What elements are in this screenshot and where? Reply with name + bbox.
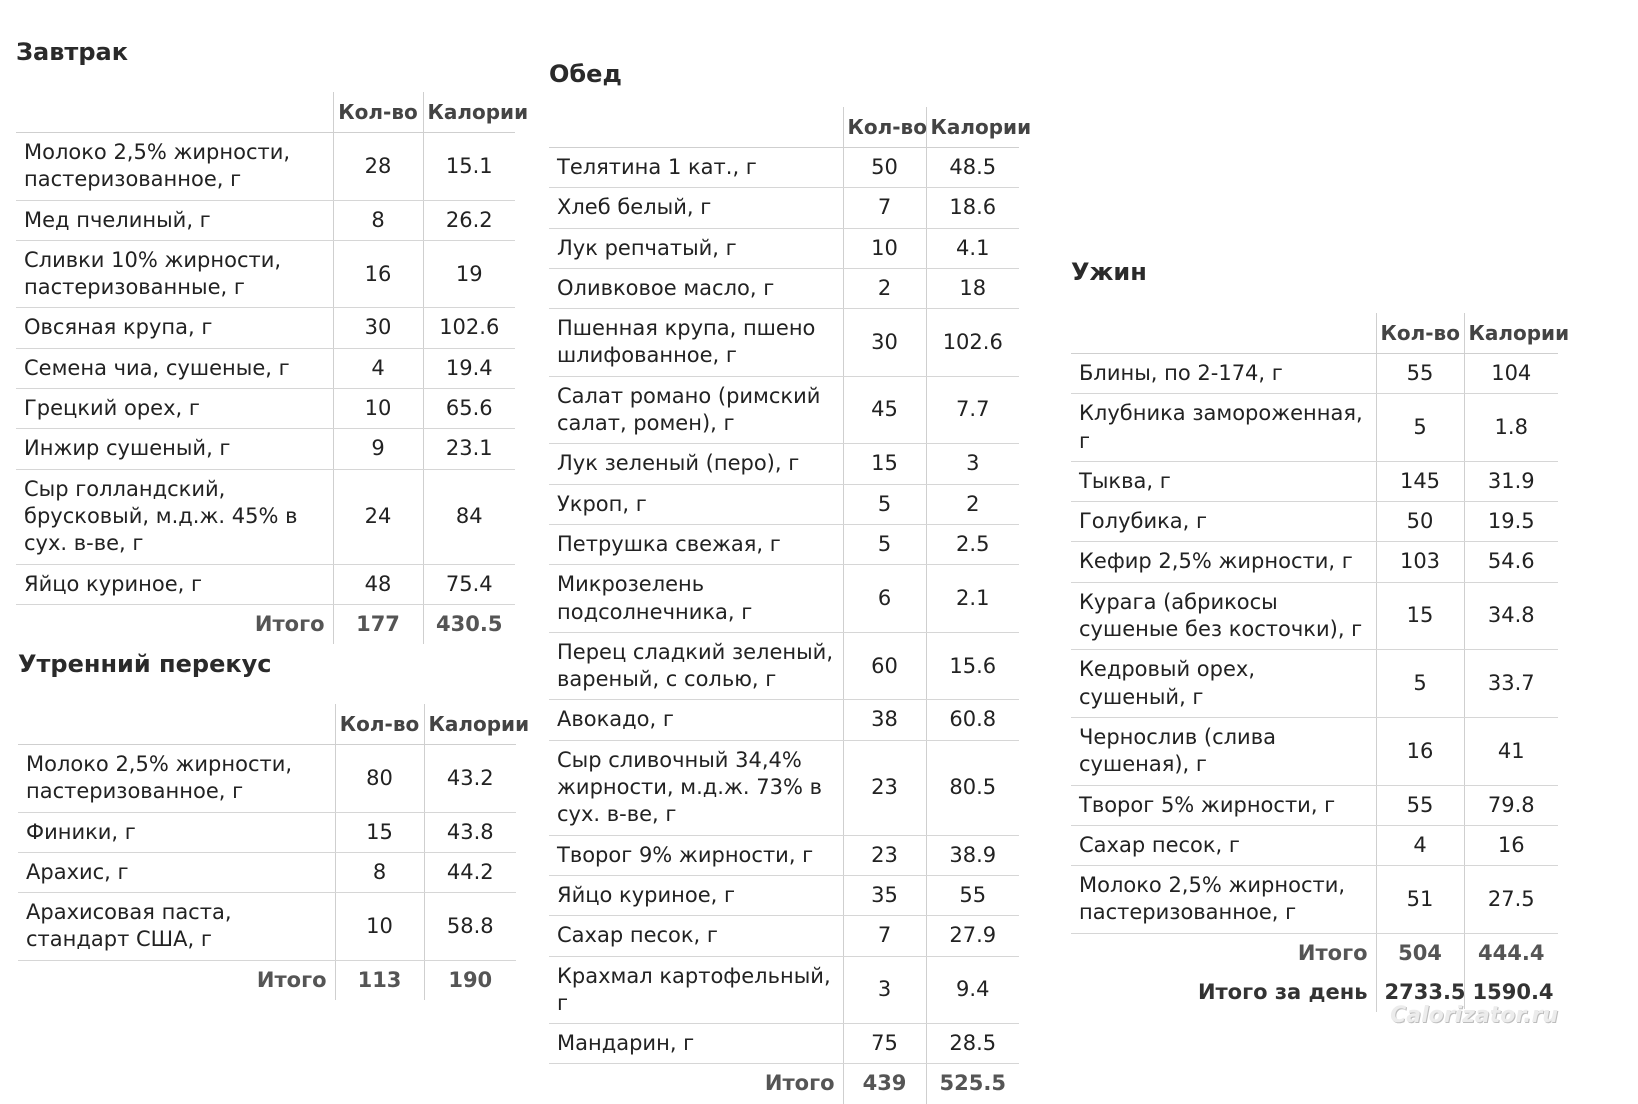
food-qty: 8	[333, 200, 423, 240]
food-calories: 15.6	[926, 632, 1019, 700]
food-name: Инжир сушеный, г	[16, 429, 333, 469]
food-qty: 4	[333, 348, 423, 388]
food-name: Мед пчелиный, г	[16, 200, 333, 240]
food-qty: 7	[843, 916, 926, 956]
food-qty: 55	[1376, 785, 1464, 825]
food-calories: 58.8	[424, 893, 516, 961]
food-qty: 5	[843, 524, 926, 564]
qty-column-header: Кол-во	[333, 92, 423, 133]
table-row	[1071, 717, 1558, 785]
food-calories: 41	[1464, 717, 1558, 785]
table-row	[16, 348, 515, 388]
table-row	[16, 469, 515, 564]
table-row	[18, 893, 516, 961]
food-name: Сливки 10% жирности, пастеризованные, г	[16, 240, 333, 308]
food-name: Курага (абрикосы сушеные без косточки), г	[1071, 582, 1376, 650]
food-calories: 15.1	[423, 133, 515, 201]
food-name: Тыква, г	[1071, 461, 1376, 501]
food-calories: 104	[1464, 354, 1558, 394]
food-name: Микрозелень подсолнечника, г	[549, 565, 843, 633]
food-qty: 55	[1376, 354, 1464, 394]
total-row-calories: 444.4	[1464, 933, 1558, 973]
food-calories: 3	[926, 444, 1019, 484]
food-qty: 24	[333, 469, 423, 564]
food-calories: 19.5	[1464, 502, 1558, 542]
table-row	[549, 916, 1019, 956]
food-name: Кедровый орех, сушеный, г	[1071, 650, 1376, 718]
table-row	[549, 875, 1019, 915]
total-row-calories: 430.5	[423, 604, 515, 644]
table-row	[549, 835, 1019, 875]
table-row	[1071, 785, 1558, 825]
food-qty: 50	[843, 148, 926, 188]
food-name: Сыр голландский, брусковый, м.д.ж. 45% в сух. в-ве, г	[16, 469, 333, 564]
table-row	[549, 444, 1019, 484]
total-row	[18, 960, 516, 1000]
food-calories: 102.6	[423, 308, 515, 348]
table-row	[1071, 825, 1558, 865]
food-name: Грецкий орех, г	[16, 389, 333, 429]
food-name: Телятина 1 кат., г	[549, 148, 843, 188]
total-row-calories: 525.5	[926, 1064, 1019, 1104]
table-row	[1071, 461, 1558, 501]
food-qty: 51	[1376, 866, 1464, 934]
food-name: Яйцо куриное, г	[549, 875, 843, 915]
name-column-header	[549, 107, 843, 148]
food-name: Творог 5% жирности, г	[1071, 785, 1376, 825]
table-row	[549, 228, 1019, 268]
table-row	[549, 565, 1019, 633]
food-qty: 16	[333, 240, 423, 308]
food-qty: 10	[335, 893, 424, 961]
food-calories: 102.6	[926, 309, 1019, 377]
total-row-qty: 113	[335, 960, 424, 1000]
table-row	[549, 632, 1019, 700]
table-row	[549, 309, 1019, 377]
food-name: Голубика, г	[1071, 502, 1376, 542]
food-qty: 75	[843, 1024, 926, 1064]
day-total-row-qty: 2733.5	[1376, 973, 1464, 1012]
table-row	[1071, 502, 1558, 542]
food-calories: 84	[423, 469, 515, 564]
food-calories: 1.8	[1464, 394, 1558, 462]
food-calories: 4.1	[926, 228, 1019, 268]
total-row-qty: 177	[333, 604, 423, 644]
food-qty: 5	[1376, 394, 1464, 462]
food-qty: 15	[335, 812, 424, 852]
table-row	[1071, 542, 1558, 582]
food-qty: 15	[843, 444, 926, 484]
food-calories: 55	[926, 875, 1019, 915]
food-name: Творог 9% жирности, г	[549, 835, 843, 875]
table-row	[16, 133, 515, 201]
table-row	[549, 268, 1019, 308]
food-qty: 48	[333, 564, 423, 604]
food-calories: 54.6	[1464, 542, 1558, 582]
day-total-row-label: Итого за день	[1197, 980, 1368, 1005]
food-calories: 18.6	[926, 188, 1019, 228]
total-row	[549, 1064, 1019, 1104]
food-calories: 7.7	[926, 376, 1019, 444]
food-name: Укроп, г	[549, 484, 843, 524]
table-row	[1071, 582, 1558, 650]
food-name: Кефир 2,5% жирности, г	[1071, 542, 1376, 582]
food-qty: 6	[843, 565, 926, 633]
table-row	[549, 484, 1019, 524]
food-calories: 27.5	[1464, 866, 1558, 934]
food-name: Яйцо куриное, г	[16, 564, 333, 604]
food-name: Овсяная крупа, г	[16, 308, 333, 348]
food-calories: 23.1	[423, 429, 515, 469]
total-row-label: Итого	[1297, 940, 1368, 965]
total-row	[16, 604, 515, 644]
food-qty: 5	[1376, 650, 1464, 718]
table-row	[549, 956, 1019, 1024]
food-qty: 50	[1376, 502, 1464, 542]
food-calories: 31.9	[1464, 461, 1558, 501]
food-calories: 38.9	[926, 835, 1019, 875]
food-qty: 8	[335, 852, 424, 892]
food-name: Молоко 2,5% жирности, пастеризованное, г	[18, 745, 335, 813]
food-calories: 43.2	[424, 745, 516, 813]
food-qty: 35	[843, 875, 926, 915]
food-name: Крахмал картофельный, г	[549, 956, 843, 1024]
food-qty: 60	[843, 632, 926, 700]
breakfast-table	[16, 92, 529, 644]
food-qty: 23	[843, 740, 926, 835]
table-row	[16, 564, 515, 604]
food-name: Сыр сливочный 34,4% жирности, м.д.ж. 73% в сух. в-ве, г	[549, 740, 843, 835]
total-row-qty: 504	[1376, 933, 1464, 973]
qty-column-header: Кол-во	[335, 704, 424, 745]
qty-column-header: Кол-во	[843, 107, 926, 148]
food-calories: 2.5	[926, 524, 1019, 564]
table-row	[18, 812, 516, 852]
food-name: Авокадо, г	[549, 700, 843, 740]
day-total-row-calories: 1590.4	[1464, 973, 1558, 1012]
food-calories: 80.5	[926, 740, 1019, 835]
food-calories: 79.8	[1464, 785, 1558, 825]
table-row	[18, 745, 516, 813]
food-name: Мандарин, г	[549, 1024, 843, 1064]
total-row-qty: 439	[843, 1064, 926, 1104]
food-name: Молоко 2,5% жирности, пастеризованное, г	[16, 133, 333, 201]
lunch-title: Обед	[549, 60, 622, 88]
food-name: Арахисовая паста, стандарт США, г	[18, 893, 335, 961]
breakfast-title: Завтрак	[16, 38, 129, 66]
table-row	[549, 740, 1019, 835]
total-row-calories: 190	[424, 960, 516, 1000]
food-name: Блины, по 2-174, г	[1071, 354, 1376, 394]
food-calories: 2.1	[926, 565, 1019, 633]
food-name: Клубника замороженная, г	[1071, 394, 1376, 462]
food-name: Лук репчатый, г	[549, 228, 843, 268]
table-row	[16, 308, 515, 348]
table-row	[16, 240, 515, 308]
food-qty: 28	[333, 133, 423, 201]
food-calories: 16	[1464, 825, 1558, 865]
total-row-label: Итого	[254, 611, 325, 636]
food-calories: 28.5	[926, 1024, 1019, 1064]
name-column-header	[16, 92, 333, 133]
food-qty: 5	[843, 484, 926, 524]
total-row-label: Итого	[764, 1071, 835, 1096]
table-row	[16, 429, 515, 469]
table-row	[16, 200, 515, 240]
total-row-label: Итого	[256, 967, 327, 992]
food-qty: 30	[333, 308, 423, 348]
food-calories: 9.4	[926, 956, 1019, 1024]
food-qty: 16	[1376, 717, 1464, 785]
calories-column-header: Калории	[424, 704, 516, 745]
table-row	[1071, 650, 1558, 718]
food-qty: 3	[843, 956, 926, 1024]
food-calories: 26.2	[423, 200, 515, 240]
food-calories: 18	[926, 268, 1019, 308]
food-qty: 38	[843, 700, 926, 740]
food-qty: 145	[1376, 461, 1464, 501]
food-qty: 30	[843, 309, 926, 377]
name-column-header	[1071, 313, 1376, 354]
food-name: Перец сладкий зеленый, вареный, с солью, г	[549, 632, 843, 700]
food-calories: 19	[423, 240, 515, 308]
table-row	[549, 148, 1019, 188]
food-qty: 103	[1376, 542, 1464, 582]
dinner-table	[1071, 313, 1570, 1012]
food-qty: 45	[843, 376, 926, 444]
calories-column-header: Калории	[926, 107, 1019, 148]
food-name: Хлеб белый, г	[549, 188, 843, 228]
total-row	[1071, 933, 1558, 973]
food-calories: 19.4	[423, 348, 515, 388]
food-calories: 43.8	[424, 812, 516, 852]
food-qty: 80	[335, 745, 424, 813]
food-qty: 10	[843, 228, 926, 268]
food-name: Чернослив (слива сушеная), г	[1071, 717, 1376, 785]
food-qty: 10	[333, 389, 423, 429]
name-column-header	[18, 704, 335, 745]
snack-table	[18, 704, 530, 1000]
food-qty: 4	[1376, 825, 1464, 865]
food-name: Оливковое масло, г	[549, 268, 843, 308]
food-calories: 34.8	[1464, 582, 1558, 650]
qty-column-header: Кол-во	[1376, 313, 1464, 354]
food-calories: 60.8	[926, 700, 1019, 740]
table-row	[549, 524, 1019, 564]
food-name: Салат романо (римский салат, ромен), г	[549, 376, 843, 444]
food-calories: 2	[926, 484, 1019, 524]
dinner-title: Ужин	[1071, 258, 1147, 286]
food-qty: 15	[1376, 582, 1464, 650]
table-row	[18, 852, 516, 892]
food-calories: 33.7	[1464, 650, 1558, 718]
food-qty: 9	[333, 429, 423, 469]
calories-column-header: Калории	[1464, 313, 1558, 354]
table-row	[549, 1024, 1019, 1064]
food-name: Семена чиа, сушеные, г	[16, 348, 333, 388]
table-row	[549, 700, 1019, 740]
table-row	[16, 389, 515, 429]
calories-column-header: Калории	[423, 92, 515, 133]
food-name: Арахис, г	[18, 852, 335, 892]
food-name: Петрушка свежая, г	[549, 524, 843, 564]
food-calories: 27.9	[926, 916, 1019, 956]
lunch-table	[549, 107, 1032, 1104]
food-name: Сахар песок, г	[549, 916, 843, 956]
food-name: Финики, г	[18, 812, 335, 852]
food-name: Лук зеленый (перо), г	[549, 444, 843, 484]
food-qty: 7	[843, 188, 926, 228]
food-calories: 65.6	[423, 389, 515, 429]
food-qty: 23	[843, 835, 926, 875]
table-row	[1071, 354, 1558, 394]
watermark: Calorizator.ru	[1390, 1003, 1558, 1028]
table-row	[1071, 394, 1558, 462]
food-name: Молоко 2,5% жирности, пастеризованное, г	[1071, 866, 1376, 934]
food-name: Пшенная крупа, пшено шлифованное, г	[549, 309, 843, 377]
snack-title: Утренний перекус	[18, 650, 272, 678]
food-calories: 75.4	[423, 564, 515, 604]
food-calories: 48.5	[926, 148, 1019, 188]
table-row	[549, 188, 1019, 228]
food-name: Сахар песок, г	[1071, 825, 1376, 865]
table-row	[1071, 866, 1558, 934]
food-calories: 44.2	[424, 852, 516, 892]
food-qty: 2	[843, 268, 926, 308]
table-row	[549, 376, 1019, 444]
